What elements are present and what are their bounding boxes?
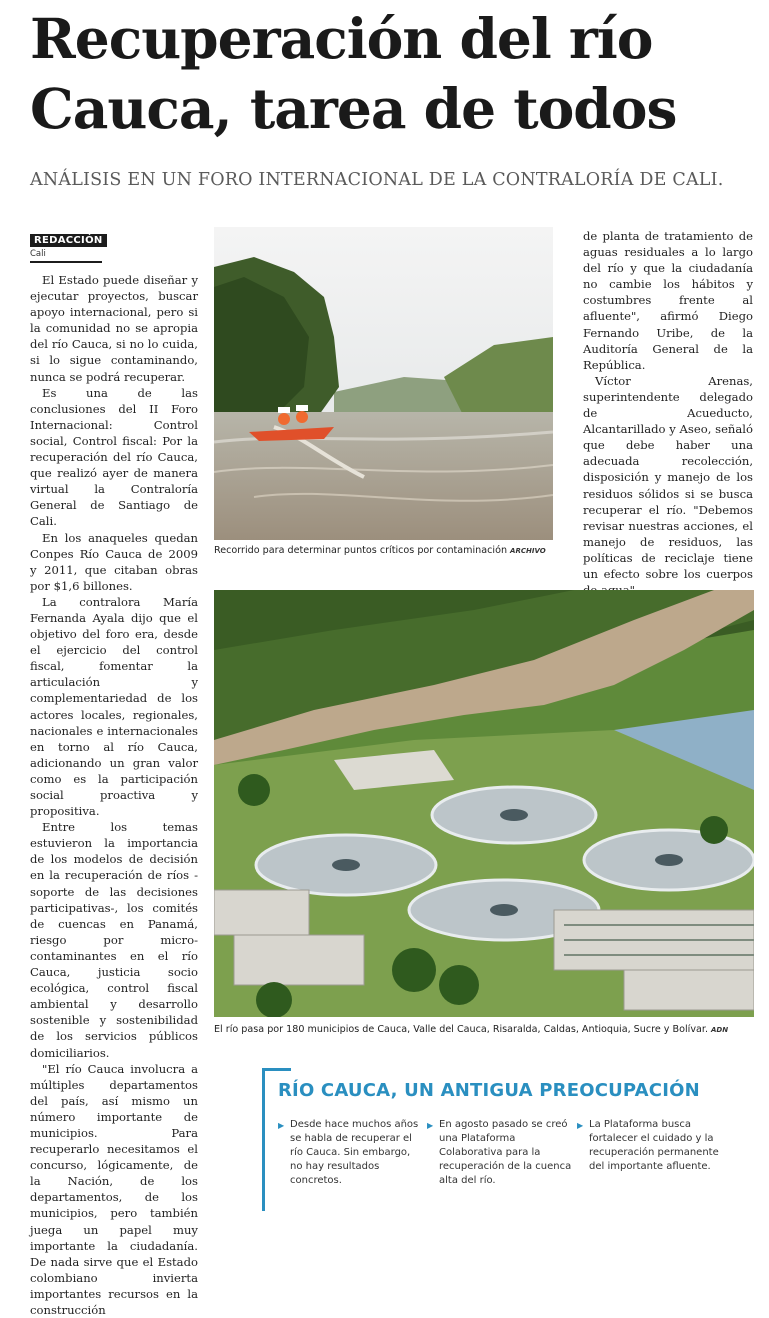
headline xyxy=(30,4,760,144)
photo-credit: ARCHIVO xyxy=(510,547,546,555)
headline-line-1: Recuperación del río xyxy=(30,6,653,71)
sidebar-bullet xyxy=(427,1118,574,1188)
triangle-right-icon: ▶ xyxy=(427,1121,434,1130)
photo-caption xyxy=(214,1024,728,1035)
triangle-right-icon: ▶ xyxy=(577,1121,584,1130)
byline-city: Cali xyxy=(30,247,102,263)
byline-tag: REDACCIÓN xyxy=(30,234,107,247)
caption-text: El río pasa por 180 municipios de Cauca, Valle del Cauca, Risaralda, Caldas, Antioquia, Sucre y Bolívar. xyxy=(214,1024,708,1035)
treatment-plant-aerial-photo xyxy=(214,590,754,1017)
paragraph: Entre los temas estuvieron la importancia de los modelos de decisión en la recuperación de ríos -soporte de las decisiones participativas-, los comités de cuencas en Panamá, riesgo por micro-contaminantes en el río Cauca, justicia socio ecológica, control fiscal ambiental y desarrollo sostenible y sostenibilidad de los servicios públicos domiciliarios. xyxy=(30,820,198,1060)
article-column-1 xyxy=(30,272,198,1318)
byline xyxy=(30,228,107,263)
paragraph: Es una de las conclusiones del II Foro Internacional: Control social, Control fiscal: Por la recuperación del río Cauca, que realizó ayer de manera virtual la Contraloría General de Santiago de Cali. xyxy=(30,385,198,529)
sidebar-bullet-text: La Plataforma busca fortalecer el cuidado y la recuperación permanente del importante afluente. xyxy=(589,1119,719,1172)
sidebar-bullet-text: Desde hace muchos años se habla de recuperar el río Cauca. Sin embargo, no hay resultados concretos. xyxy=(290,1119,419,1186)
headline-line-2: Cauca, tarea de todos xyxy=(30,76,677,141)
photo-caption xyxy=(214,545,546,556)
article-column-3 xyxy=(583,228,753,598)
treatment-plant-illustration xyxy=(214,590,754,1017)
paragraph: En los anaqueles quedan Conpes Río Cauca de 2009 y 2011, que citaban obras por $1,6 billones. xyxy=(30,530,198,593)
sidebar-bullet xyxy=(278,1118,425,1188)
caption-text: Recorrido para determinar puntos críticos por contaminación xyxy=(214,545,508,556)
sidebar-box xyxy=(262,1068,754,1208)
paragraph: "El río Cauca involucra a múltiples departamentos del país, así mismo un número importante de municipios. Para recuperarlo necesitamos el concurso, lógicamente, de la Nación, de los departamentos, de los municipios, pero también juega un papel muy importante la ciudadanía. De nada sirve que el Estado colombiano invierta importantes recursos en la construcción xyxy=(30,1061,198,1317)
subheadline: ANÁLISIS EN UN FORO INTERNACIONAL DE LA CONTRALORÍA DE CALI. xyxy=(30,170,724,190)
paragraph: La contralora María Fernanda Ayala dijo que el objetivo del foro era, desde el ejercicio del control fiscal, fomentar la articulación y complementariedad de los actores locales, regionales, nacionales e internacionales en torno al río Cauca, adicionando un gran valor como es la participación social proactiva y propositiva. xyxy=(30,594,198,819)
sidebar-bullet xyxy=(577,1118,724,1174)
river-boat-illustration xyxy=(214,227,553,540)
paragraph: Víctor Arenas, superintendente delegado de Acueducto, Alcantarillado y Aseo, señaló que debe haber una adecuada recolección, disposición y manejo de los residuos sólidos si se busca recuperar el río. "Debemos revisar nuestras acciones, el manejo de residuos, las políticas de reciclaje tiene un efecto sobre los cuerpos xyxy=(583,373,753,581)
paragraph: de planta de tratamiento de aguas residuales a lo largo del río y que la ciudadanía no cambie los hábitos y costumbres frente al afluente", afirmó Diego Fernando Uribe, de la Auditoría General de la República. xyxy=(583,229,753,372)
sidebar-title: RÍO CAUCA, UN ANTIGUA PREOCUPACIÓN xyxy=(278,1080,700,1101)
paragraph: El Estado puede diseñar y ejecutar proyectos, buscar apoyo internacional, pero si la comunidad no se apropia del río Cauca, si no lo cuida, si lo sigue contaminando, nunca se podrá recuperar. xyxy=(30,273,198,384)
river-boat-photo xyxy=(214,227,553,540)
sidebar-bullet-text: En agosto pasado se creó una Plataforma Colaborativa para la recuperación de la cuenca alta del río. xyxy=(439,1119,572,1186)
photo-credit: ADN xyxy=(711,1026,729,1034)
triangle-right-icon: ▶ xyxy=(278,1121,285,1130)
